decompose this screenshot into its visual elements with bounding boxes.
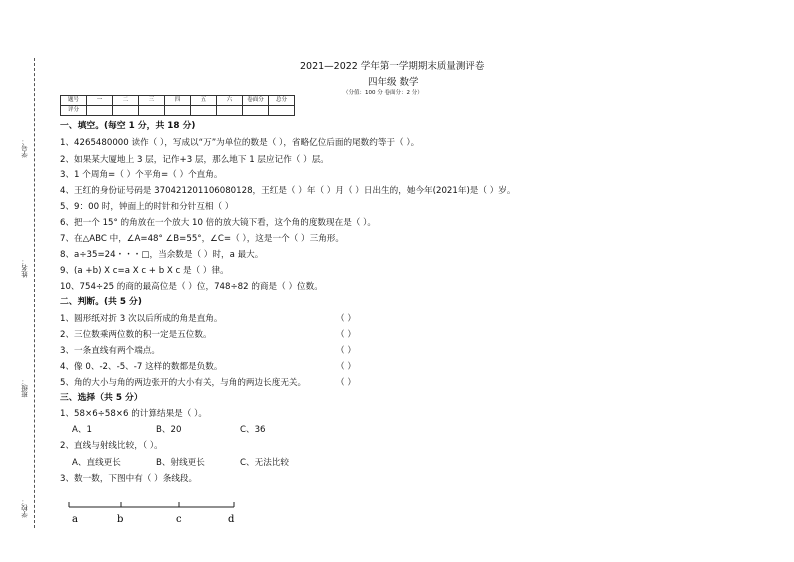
choice-2-option-b[interactable]: B、射线更长 bbox=[156, 458, 205, 468]
score-cell[interactable] bbox=[191, 106, 217, 116]
judge-answer-blank-2[interactable]: （ ） bbox=[336, 330, 356, 340]
judge-answer-blank-3[interactable]: （ ） bbox=[336, 346, 356, 356]
score-cell[interactable] bbox=[113, 106, 139, 116]
choice-2-option-c[interactable]: C、无法比较 bbox=[240, 458, 289, 468]
choice-question-1: 1、58×6÷58×6 的计算结果是（ ）。 bbox=[60, 409, 207, 419]
fill-question-5: 5、9：00 时，钟面上的时针和分针互相（ ） bbox=[60, 202, 234, 212]
choice-1-option-a[interactable]: A、1 bbox=[72, 425, 92, 435]
score-cell: 三 bbox=[139, 96, 165, 106]
point-label-a: a bbox=[72, 514, 78, 525]
judge-question-4: 4、像 0、-2、-5、-7 这样的数都是负数。 bbox=[60, 362, 223, 372]
exam-subtitle: 四年级 数学 bbox=[368, 77, 419, 88]
choice-question-2: 2、直线与射线比较，（ ）。 bbox=[60, 441, 163, 451]
score-cell[interactable] bbox=[165, 106, 191, 116]
exam-title: 2021—2022 学年第一学期期末质量测评卷 bbox=[300, 61, 485, 72]
judge-answer-blank-4[interactable]: （ ） bbox=[336, 362, 356, 372]
fill-question-6: 6、把一个 15° 的角放在一个放大 10 倍的放大镜下看，这个角的度数现在是（ ）。 bbox=[60, 218, 376, 228]
fill-question-10: 10、754÷25 的商的最高位是（ ）位，748÷82 的商是（ ）位数。 bbox=[60, 282, 323, 292]
score-table-header-row bbox=[61, 96, 295, 106]
judge-question-5: 5、角的大小与角的两边张开的大小有关，与角的两边长度无关。 bbox=[60, 378, 307, 388]
score-cell[interactable] bbox=[269, 106, 295, 116]
choice-1-option-b[interactable]: B、20 bbox=[156, 425, 182, 435]
binding-dashed-line bbox=[34, 58, 35, 528]
section3-heading: 三、选择（共 5 分） bbox=[60, 393, 143, 403]
score-table-score-row bbox=[61, 106, 295, 116]
score-cell: 评分 bbox=[61, 106, 87, 116]
side-label-name: 姓名： bbox=[21, 258, 29, 278]
side-label-school: 学校： bbox=[21, 498, 29, 518]
score-cell: 四 bbox=[165, 96, 191, 106]
score-cell: 五 bbox=[191, 96, 217, 106]
section2-heading: 二、判断。(共 5 分) bbox=[60, 297, 142, 307]
score-cell[interactable] bbox=[243, 106, 269, 116]
section1-heading: 一、填空。(每空 1 分，共 18 分) bbox=[60, 121, 196, 131]
point-label-c: c bbox=[176, 514, 182, 525]
score-cell: 卷面分 bbox=[243, 96, 269, 106]
fill-question-7: 7、在△ABC 中，∠A=48° ∠B=55°，∠C=（ ），这是一个（ ）三角形。 bbox=[60, 234, 344, 244]
point-label-d: d bbox=[228, 514, 235, 525]
score-cell: 二 bbox=[113, 96, 139, 106]
fill-question-3: 3、1 个周角=（ ）个平角=（ ）个直角。 bbox=[60, 170, 223, 180]
fill-question-4: 4、王红的身份证号码是 370421201106080128，王红是（ ）年（ ）月（ ）日出生的，她今年(2021年)是（ ）岁。 bbox=[60, 186, 516, 196]
point-label-b: b bbox=[117, 514, 124, 525]
score-cell: 六 bbox=[217, 96, 243, 106]
choice-question-3: 3、数一数，下图中有（ ）条线段。 bbox=[60, 474, 198, 484]
fill-question-8: 8、a÷35=24・・・□，当余数是（ ）时，a 最大。 bbox=[60, 250, 264, 260]
line-segment-diagram bbox=[64, 497, 244, 529]
judge-question-1: 1、圆形纸对折 3 次以后所成的角是直角。 bbox=[60, 314, 223, 324]
choice-1-option-c[interactable]: C、36 bbox=[240, 425, 266, 435]
judge-answer-blank-5[interactable]: （ ） bbox=[336, 378, 356, 388]
score-cell: 总分 bbox=[269, 96, 295, 106]
fill-question-1: 1、4265480000 读作（ ），写成以“万”为单位的数是（ ），省略亿位后面的尾数约等于（ ）。 bbox=[60, 138, 420, 148]
score-cell[interactable] bbox=[87, 106, 113, 116]
fill-question-9: 9、(a +b) X c=a X c + b X c 是（ ）律。 bbox=[60, 266, 229, 276]
score-cell: 题号 bbox=[61, 96, 87, 106]
judge-question-2: 2、三位数乘两位数的积一定是五位数。 bbox=[60, 330, 212, 340]
judge-answer-blank-1[interactable]: （ ） bbox=[336, 314, 356, 324]
score-cell[interactable] bbox=[139, 106, 165, 116]
score-cell[interactable] bbox=[217, 106, 243, 116]
judge-question-3: 3、一条直线有两个端点。 bbox=[60, 346, 160, 356]
exam-note: （分值：100 分 卷面分：2 分） bbox=[343, 90, 423, 96]
choice-2-option-a[interactable]: A、直线更长 bbox=[72, 458, 121, 468]
score-cell: 一 bbox=[87, 96, 113, 106]
side-label-class: 班级： bbox=[21, 378, 29, 398]
side-label-student-id: 学号： bbox=[21, 138, 29, 158]
score-table bbox=[60, 95, 295, 116]
fill-question-2: 2、如果某大厦地上 3 层，记作+3 层，那么地下 1 层应记作（ ）层。 bbox=[60, 155, 329, 165]
